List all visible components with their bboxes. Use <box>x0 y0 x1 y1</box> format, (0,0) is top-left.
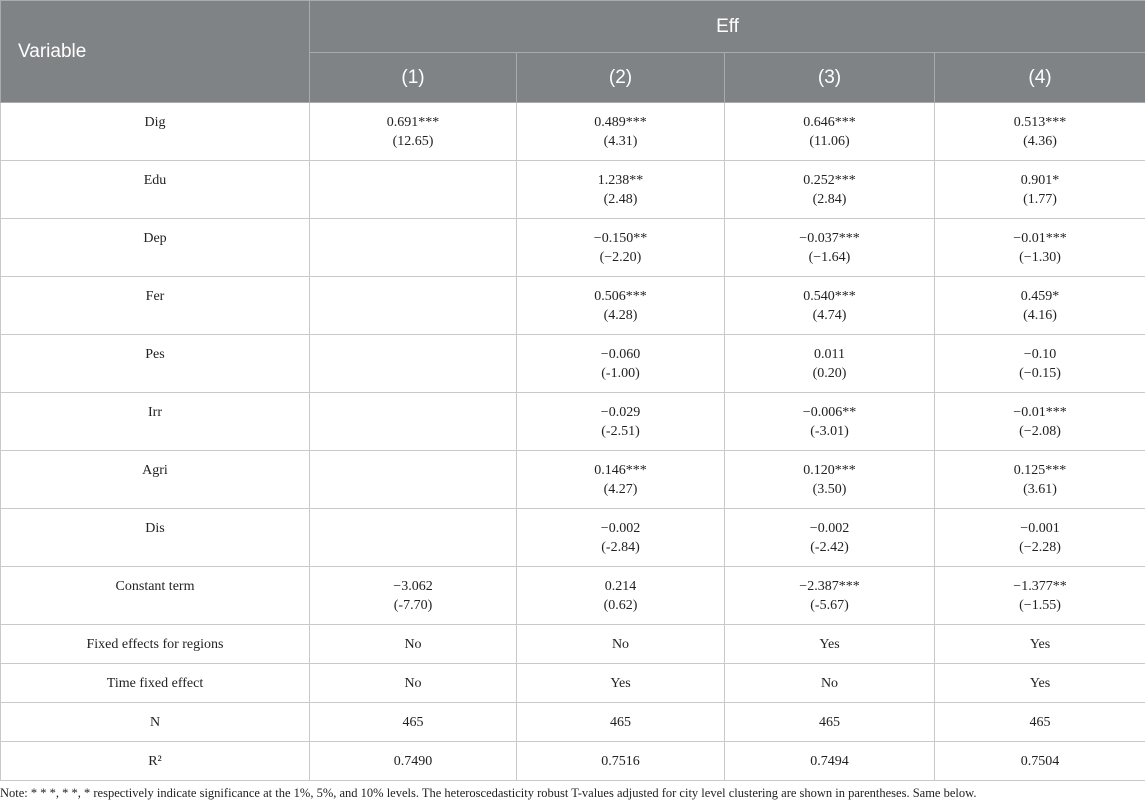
cell <box>310 103 517 161</box>
coefficient: −0.01*** <box>1013 231 1067 246</box>
cell <box>725 393 935 451</box>
coefficient: −2.387*** <box>799 579 860 594</box>
cell <box>935 393 1145 451</box>
t-value: (3.61) <box>1023 482 1057 497</box>
table-row <box>1 509 1145 567</box>
coefficient: 0.214 <box>604 579 637 594</box>
cell: 465 <box>725 703 935 742</box>
row-label: Fer <box>1 277 310 335</box>
row-label: N <box>1 703 310 742</box>
column-header-3: (3) <box>725 53 935 103</box>
table-row <box>1 567 1145 625</box>
coefficient: 0.506*** <box>594 289 647 304</box>
cell <box>517 567 725 625</box>
table-row <box>1 219 1145 277</box>
coefficient: 0.011 <box>814 347 845 362</box>
t-value: (4.31) <box>603 134 638 149</box>
row-label: Constant term <box>1 567 310 625</box>
coefficient: 0.691*** <box>386 115 440 130</box>
cell <box>725 451 935 509</box>
t-value: (11.06) <box>809 134 850 149</box>
cell: No <box>517 625 725 664</box>
t-value: (−1.30) <box>1019 250 1061 265</box>
coefficient: −0.006** <box>802 405 857 420</box>
t-value: (−0.15) <box>1019 366 1061 381</box>
cell <box>725 509 935 567</box>
coefficient: 0.459* <box>1020 289 1060 304</box>
table-row <box>1 277 1145 335</box>
cell: 0.7504 <box>935 742 1145 781</box>
cell: 465 <box>935 703 1145 742</box>
row-label: Dig <box>1 103 310 161</box>
row-label: Dep <box>1 219 310 277</box>
t-value: (4.36) <box>1023 134 1057 149</box>
t-value: (-2.51) <box>601 424 640 439</box>
table-row <box>1 161 1145 219</box>
coefficient: −0.10 <box>1023 347 1057 362</box>
t-value: (-3.01) <box>810 424 849 439</box>
t-value: (−2.28) <box>1019 540 1061 555</box>
summary-row <box>1 625 1145 664</box>
t-value: (−1.64) <box>808 250 851 265</box>
coefficient: 1.238** <box>597 173 644 188</box>
summary-row <box>1 742 1145 781</box>
cell: Yes <box>725 625 935 664</box>
coefficient: −0.060 <box>600 347 641 362</box>
t-value: (−1.55) <box>1019 598 1061 613</box>
t-value: (4.28) <box>603 308 638 323</box>
coefficient: −0.150** <box>593 231 648 246</box>
cell: 0.7516 <box>517 742 725 781</box>
cell <box>310 509 517 567</box>
coefficient: 0.901* <box>1020 173 1060 188</box>
t-value: (4.74) <box>812 308 847 323</box>
coefficient: 0.252*** <box>803 173 856 188</box>
cell <box>310 277 517 335</box>
column-header-4: (4) <box>935 53 1145 103</box>
t-value: (2.48) <box>603 192 638 207</box>
t-value: (−2.20) <box>599 250 642 265</box>
cell <box>935 335 1145 393</box>
cell <box>310 567 517 625</box>
cell <box>725 277 935 335</box>
table-row <box>1 451 1145 509</box>
coefficient: −0.01*** <box>1013 405 1067 420</box>
coefficient: −1.377** <box>1013 579 1067 594</box>
cell <box>310 219 517 277</box>
coefficient: 0.513*** <box>1013 115 1067 130</box>
cell: Yes <box>517 664 725 703</box>
coefficient: −0.029 <box>600 405 641 420</box>
summary-row <box>1 703 1145 742</box>
cell: Yes <box>935 664 1145 703</box>
cell <box>310 393 517 451</box>
table-row <box>1 393 1145 451</box>
coefficient: −0.001 <box>1020 521 1060 536</box>
row-label: Edu <box>1 161 310 219</box>
cell <box>517 103 725 161</box>
row-label: Dis <box>1 509 310 567</box>
variable-header: Variable <box>1 1 310 103</box>
t-value: (4.27) <box>603 482 638 497</box>
row-label: Pes <box>1 335 310 393</box>
coefficient: 0.540*** <box>803 289 856 304</box>
cell <box>517 335 725 393</box>
cell <box>517 509 725 567</box>
t-value: (-7.70) <box>393 598 433 613</box>
cell <box>935 451 1145 509</box>
cell <box>725 219 935 277</box>
cell <box>935 161 1145 219</box>
coefficient: −0.002 <box>809 521 850 536</box>
t-value: (2.84) <box>812 192 847 207</box>
t-value: (12.65) <box>392 134 434 149</box>
coefficient: 0.146*** <box>594 463 647 478</box>
coefficient: −0.002 <box>600 521 641 536</box>
cell <box>517 393 725 451</box>
cell: No <box>310 664 517 703</box>
cell: No <box>310 625 517 664</box>
cell: 0.7494 <box>725 742 935 781</box>
cell <box>517 161 725 219</box>
coefficient: −3.062 <box>393 579 433 594</box>
t-value: (-1.00) <box>601 366 640 381</box>
t-value: (−2.08) <box>1019 424 1061 439</box>
column-header-1: (1) <box>310 53 517 103</box>
t-value: (-2.42) <box>810 540 849 555</box>
summary-row <box>1 664 1145 703</box>
cell <box>517 451 725 509</box>
eff-group-header: Eff <box>310 1 1145 53</box>
cell <box>725 567 935 625</box>
cell <box>935 277 1145 335</box>
column-header-2: (2) <box>517 53 725 103</box>
t-value: (4.16) <box>1023 308 1057 323</box>
header-row-1 <box>1 1 1145 53</box>
cell <box>935 509 1145 567</box>
cell <box>935 219 1145 277</box>
cell <box>310 335 517 393</box>
cell <box>725 335 935 393</box>
coefficient: 0.120*** <box>803 463 856 478</box>
coefficient: 0.646*** <box>803 115 856 130</box>
cell <box>725 161 935 219</box>
t-value: (1.77) <box>1023 192 1057 207</box>
t-value: (-5.67) <box>810 598 849 613</box>
row-label: R² <box>1 742 310 781</box>
table-note: Note: * * *, * *, * respectively indicate significance at the 1%, 5%, and 10% levels. The heteroscedasticity robust T-values adjusted for city level clustering are shown in parentheses. Same below. <box>0 786 977 800</box>
cell: 465 <box>310 703 517 742</box>
cell: No <box>725 664 935 703</box>
t-value: (-2.84) <box>601 540 640 555</box>
cell <box>517 277 725 335</box>
row-label: Time fixed effect <box>1 664 310 703</box>
row-label: Irr <box>1 393 310 451</box>
cell <box>517 219 725 277</box>
cell <box>935 567 1145 625</box>
cell <box>310 161 517 219</box>
table-row <box>1 103 1145 161</box>
table-row <box>1 335 1145 393</box>
cell <box>725 103 935 161</box>
cell: 465 <box>517 703 725 742</box>
coefficient: −0.037*** <box>799 231 860 246</box>
t-value: (0.62) <box>603 598 638 613</box>
cell: Yes <box>935 625 1145 664</box>
row-label: Agri <box>1 451 310 509</box>
row-label: Fixed effects for regions <box>1 625 310 664</box>
cell: 0.7490 <box>310 742 517 781</box>
t-value: (0.20) <box>812 366 847 381</box>
t-value: (3.50) <box>812 482 847 497</box>
cell <box>935 103 1145 161</box>
cell <box>310 451 517 509</box>
coefficient: 0.489*** <box>594 115 647 130</box>
coefficient: 0.125*** <box>1013 463 1067 478</box>
